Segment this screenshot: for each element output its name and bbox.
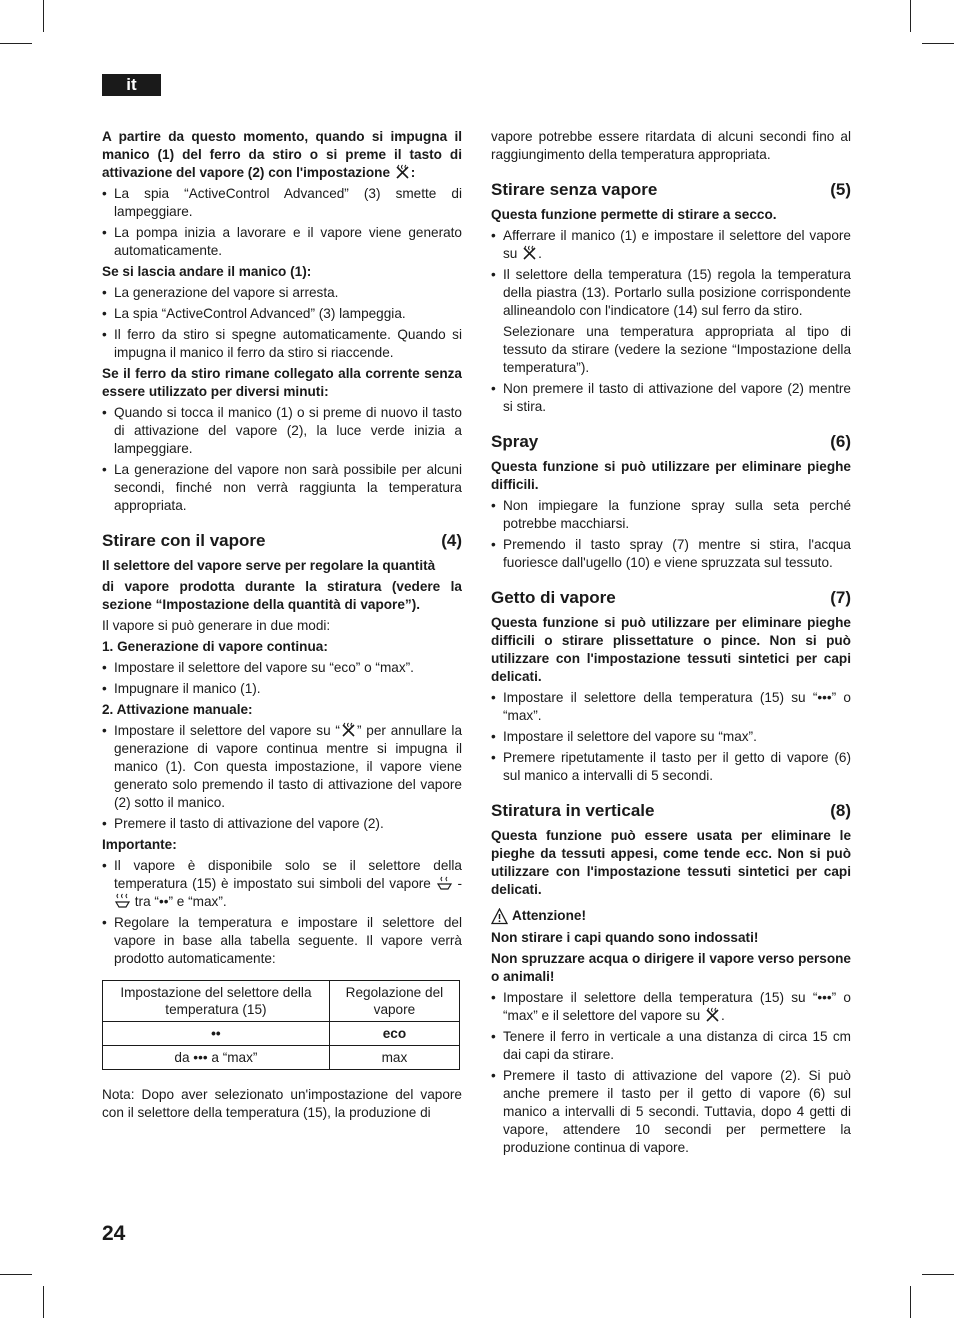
list-item: • Il vapore è disponibile solo se il selettore della temperatura (15) è impostato sui simboli del vapore - tra “••” e “max”. — [102, 857, 462, 911]
bold-paragraph: di vapore prodotta durante la stiratura (vedere la sezione “Impostazione della quantità di vapore”). — [102, 579, 462, 612]
bold-paragraph: Questa funzione si può utilizzare per eliminare pieghe difficili. — [491, 459, 851, 492]
subheading: Se il ferro da stiro rimane collegato alla corrente senza essere utilizzato per diversi minuti: — [102, 366, 462, 399]
right-column — [491, 128, 851, 1160]
list-item: • La spia “ActiveControl Advanced” (3) smette di lampeggiare. — [102, 185, 462, 221]
steam-off-icon — [704, 1007, 721, 1024]
section-heading: Stiratura in verticale (8) — [491, 801, 851, 820]
table-cell: max — [329, 1046, 459, 1070]
steam-settings-table — [102, 980, 460, 1070]
list-item: • Premere il tasto di attivazione del vapore (2). Si può anche premere il tasto per il getto di vapore (6) sul manico a intervalli di 5 secondi. Tuttavia, dopo 4 getti di vapore, attendere 10 secondi per permettere la produzione continua di vapore. — [491, 1067, 851, 1157]
list-item-continuation: Selezionare una temperatura appropriata al tipo di tessuto da stirare (vedere la sezione “Impostazione della temperatura”). — [503, 324, 851, 375]
intro-paragraph: A partire da questo momento, quando si impugna il manico (1) del ferro da stiro o si preme il tasto di attivazione del vapore (2) con l'impostazione : — [102, 129, 462, 180]
list-item: • Impostare il selettore della temperatura (15) su “•••” o “max”. — [491, 689, 851, 725]
steam-off-icon — [340, 722, 357, 739]
section-heading: Stirare senza vapore (5) — [491, 180, 851, 199]
table-cell: •• — [103, 1022, 330, 1046]
paragraph: Il vapore si può generare in due modi: — [102, 618, 331, 633]
table-header-row — [103, 981, 460, 1022]
list-item: • Il ferro da stiro si spegne automaticamente. Quando si impugna il manico il ferro da stiro si riaccende. — [102, 326, 462, 362]
table-cell: eco — [329, 1022, 459, 1046]
subheading: 2. Attivazione manuale: — [102, 702, 253, 717]
warning-text: Non stirare i capi quando sono indossati! — [491, 930, 759, 945]
list-item: • La spia “ActiveControl Advanced” (3) lampeggia. — [102, 305, 462, 323]
table-cell: da ••• a “max” — [103, 1046, 330, 1070]
steam-off-icon — [394, 164, 411, 181]
steam-off-icon — [521, 245, 538, 262]
table-row — [103, 1046, 460, 1070]
list-item: • Non premere il tasto di attivazione del vapore (2) mentre si stira. — [491, 380, 851, 416]
list-item: • Premere il tasto di attivazione del vapore (2). — [102, 815, 462, 833]
subheading: 1. Generazione di vapore continua: — [102, 639, 328, 654]
crop-mark — [0, 1274, 32, 1275]
bold-paragraph: Questa funzione può essere usata per eliminare le pieghe da tessuti appesi, come tende ecc. Non si può utilizzare con l'impostazione tessuti sintetici per capi delicati. — [491, 828, 851, 897]
list-item: • La pompa inizia a lavorare e il vapore viene generato automaticamente. — [102, 224, 462, 260]
crop-mark — [922, 43, 954, 44]
list-item: • La generazione del vapore si arresta. — [102, 284, 462, 302]
crop-mark — [910, 0, 911, 32]
steam-low-icon — [436, 875, 453, 892]
list-item: • Afferrare il manico (1) e impostare il selettore del vapore su . — [491, 227, 851, 263]
bold-paragraph: Il selettore del vapore serve per regolare la quantità — [102, 558, 436, 573]
list-item: • Premendo il tasto spray (7) mentre si stira, l'acqua fuoriesce dall'ugello (10) e viene spruzzata sul tessuto. — [491, 536, 851, 572]
warning-text: Non spruzzare acqua o dirigere il vapore verso persone o animali! — [491, 951, 851, 984]
subheading: Importante: — [102, 837, 177, 852]
section-heading: Getto di vapore (7) — [491, 588, 851, 607]
section-heading: Spray (6) — [491, 432, 851, 451]
subheading: Se si lascia andare il manico (1): — [102, 264, 312, 279]
crop-mark — [43, 1286, 44, 1318]
list-item: • Premere ripetutamente il tasto per il getto di vapore (6) sul manico a intervalli di 5 secondi. — [491, 749, 851, 785]
list-item: • Impostare il selettore del vapore su “eco” o “max”. — [102, 659, 462, 677]
warning-icon — [491, 908, 508, 925]
steam-high-icon — [114, 893, 131, 910]
page-number: 24 — [102, 1222, 126, 1245]
paragraph: vapore potrebbe essere ritardata di alcuni secondi fino al raggiungimento della temperatura appropriata. — [491, 129, 851, 162]
bold-paragraph: Questa funzione permette di stirare a secco. — [491, 207, 777, 222]
crop-mark — [910, 1286, 911, 1318]
crop-mark — [0, 43, 32, 44]
table-header-cell: Regolazione del vapore — [329, 981, 459, 1022]
list-item: • Impostare il selettore del vapore su “ ” per annullare la generazione di vapore continua mentre si impugna il manico (1). Con questa impostazione, il vapore viene generato solo premendo il tasto di attivazione del vapore (2) sotto il manico. — [102, 722, 462, 812]
table-header-cell: Impostazione del selettore della temperatura (15) — [103, 981, 330, 1022]
list-item: • Il selettore della temperatura (15) regola la temperatura della piastra (13). Portarlo sulla posizione corrispondente allineandolo con l'indicatore (14) sul ferro da stiro. — [491, 266, 851, 320]
warning-label: Attenzione! — [491, 907, 851, 925]
section-heading: Stirare con il vapore (4) — [102, 531, 462, 550]
list-item: • Impugnare il manico (1). — [102, 680, 462, 698]
crop-mark — [922, 1274, 954, 1275]
note-paragraph: Nota: Dopo aver selezionato un'impostazione del vapore con il selettore della temperatura (15), la produzione di — [102, 1087, 462, 1120]
list-item: • Impostare il selettore della temperatura (15) su “•••” o “max” e il selettore del vapore su . — [491, 989, 851, 1025]
list-item: • Quando si tocca il manico (1) o si preme di nuovo il tasto di attivazione del vapore (2), la luce verde inizia a lampeggiare. — [102, 404, 462, 458]
bold-paragraph: Questa funzione si può utilizzare per eliminare pieghe difficili o stirare plissettature o pince. Non si può utilizzare con l'impostazione tessuti sintetici per capi delicati. — [491, 615, 851, 684]
list-item: • Non impiegare la funzione spray sulla seta perché potrebbe macchiarsi. — [491, 497, 851, 533]
table-row — [103, 1022, 460, 1046]
list-item: • Impostare il selettore del vapore su “max”. — [491, 728, 851, 746]
list-item: • La generazione del vapore non sarà possibile per alcuni secondi, finché non verrà raggiunta la temperatura appropriata. — [102, 461, 462, 515]
list-item: • Regolare la temperatura e impostare il selettore del vapore in base alla tabella seguente. Il vapore verrà prodotto automaticamente: — [102, 914, 462, 968]
list-item: • Tenere il ferro in verticale a una distanza di circa 15 cm dai capi da stirare. — [491, 1028, 851, 1064]
crop-mark — [43, 0, 44, 32]
left-column — [102, 128, 462, 1125]
language-tag: it — [102, 74, 161, 96]
